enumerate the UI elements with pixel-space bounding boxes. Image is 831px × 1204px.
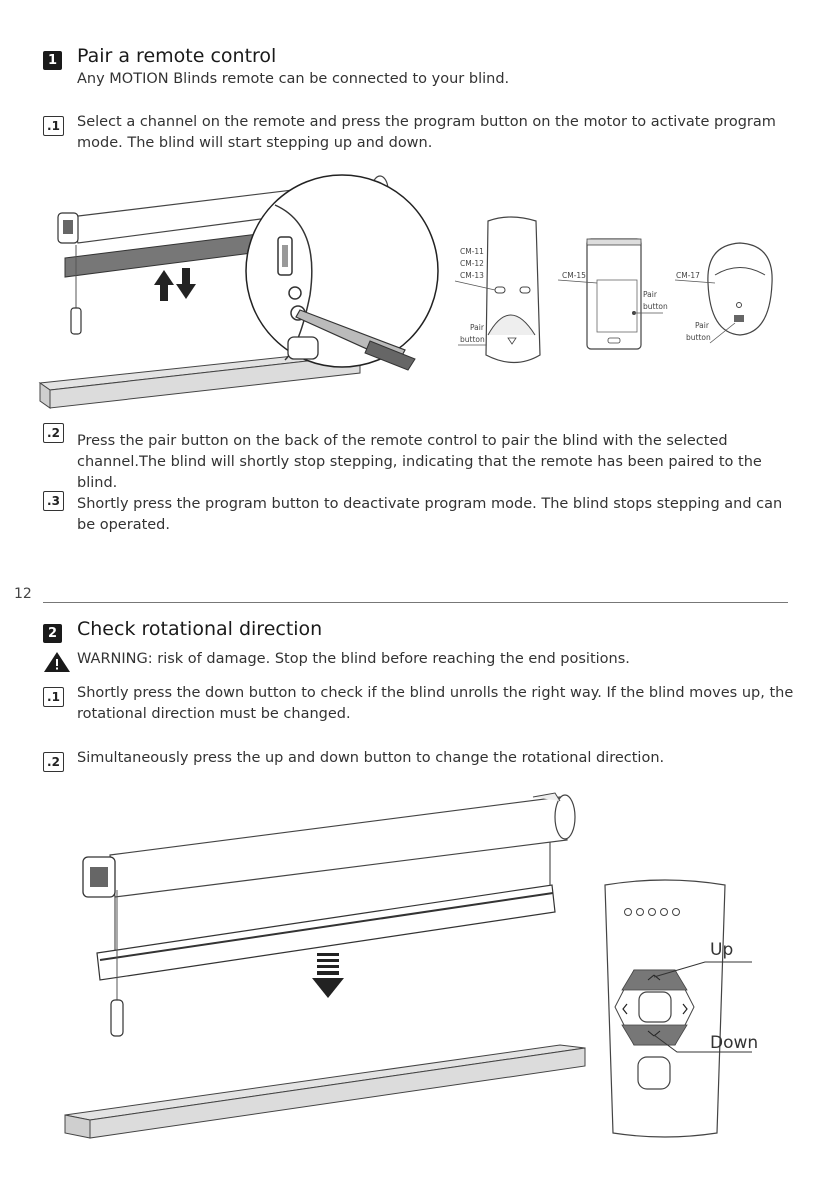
- label-cm11: CM-11: [460, 247, 484, 256]
- section-1-title: Pair a remote control: [77, 45, 277, 67]
- rotation-illustration: [55, 785, 775, 1150]
- label-up: Up: [710, 940, 734, 960]
- label-cm13: CM-13: [460, 271, 484, 280]
- step-1-2-text: Press the pair button on the back of the remote control to pair the blind with the selected channel.The blind will shortly stop stepping, indicating that the remote has been paired to the blind.: [77, 433, 762, 491]
- label-button-3: button: [686, 333, 711, 342]
- section-2-title: Check rotational direction: [77, 618, 323, 640]
- section-1-subtitle: Any MOTION Blinds remote can be connected to your blind.: [77, 71, 510, 87]
- step-2-1-text: Shortly press the down button to check if the blind unrolls the right way. If the blind moves up, the rotational direction must be changed.: [77, 685, 794, 722]
- step-2-1-badge: .1: [43, 687, 64, 707]
- step-1-3-badge: .3: [43, 491, 64, 511]
- section-2-badge: 2: [43, 624, 62, 643]
- label-pair-1: Pair: [470, 323, 484, 332]
- step-1-2-badge: .2: [43, 423, 64, 443]
- label-cm17: CM-17: [676, 271, 700, 280]
- warning-text: WARNING: risk of damage. Stop the blind before reaching the end positions.: [77, 651, 630, 667]
- label-cm12: CM-12: [460, 259, 484, 268]
- label-button-1: button: [460, 335, 485, 344]
- label-cm15: CM-15: [562, 271, 586, 280]
- label-pair-2: Pair: [643, 290, 657, 299]
- page-number: 12: [14, 586, 32, 602]
- label-down: Down: [710, 1033, 759, 1053]
- divider: [43, 602, 788, 603]
- step-1-1-text: Select a channel on the remote and press the program button on the motor to activate program mode. The blind will start stepping up and down.: [77, 114, 776, 151]
- label-button-2: button: [643, 302, 668, 311]
- label-pair-3: Pair: [695, 321, 709, 330]
- step-2-2-badge: .2: [43, 752, 64, 772]
- section-1-badge: 1: [43, 51, 62, 70]
- warning-icon: [42, 650, 72, 674]
- step-1-3-text: Shortly press the program button to deactivate program mode. The blind stops stepping and can be operated.: [77, 496, 783, 533]
- step-2-2-text: Simultaneously press the up and down button to change the rotational direction.: [77, 750, 665, 766]
- pairing-illustration: [30, 165, 810, 420]
- step-1-1-badge: .1: [43, 116, 64, 136]
